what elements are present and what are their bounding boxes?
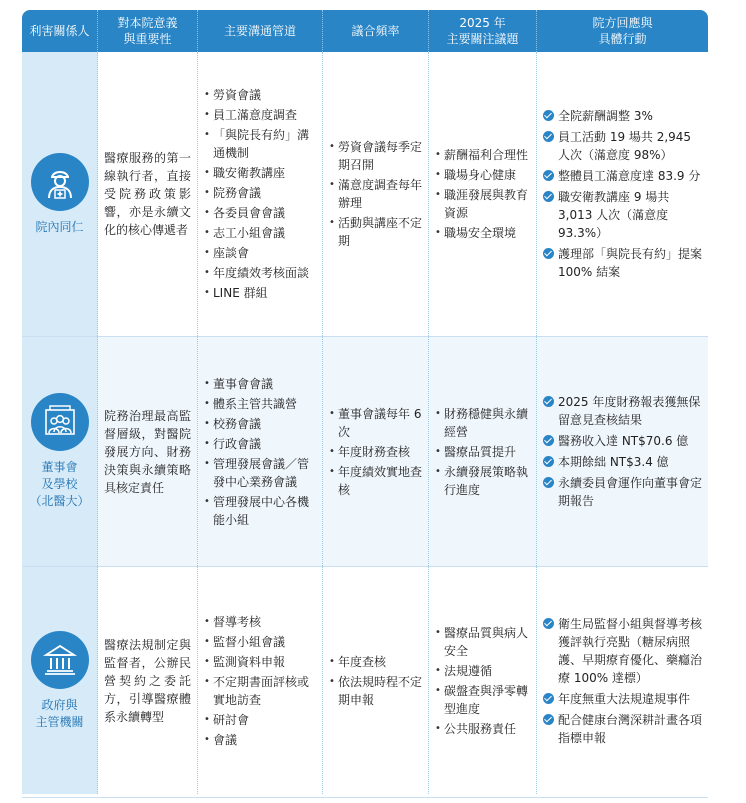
check-circle-icon — [543, 456, 554, 467]
list-item: • 年度財務查核 — [329, 443, 422, 461]
header-frequency: 議合頻率 — [323, 10, 429, 52]
list-item: • 滿意度調查每年辦理 — [329, 176, 422, 212]
check-circle-icon — [543, 248, 554, 259]
channels-cell — [198, 336, 323, 566]
stakeholder-name: 政府與 主管機關 — [35, 697, 84, 729]
list-item: • 勞資會議每季定期召開 — [329, 138, 422, 174]
channels-list — [204, 375, 316, 529]
channels-list — [204, 613, 316, 749]
list-item: 醫務收入達 NT$70.6 億 — [543, 432, 702, 450]
stakeholder-name: 院內同仁 — [35, 219, 84, 234]
list-item: • 醫療品質與病人安全 — [435, 624, 530, 660]
list-item: 衛生局監督小組與督導考核獲評執行亮點（糖尿病照護、早期療育優化、藥癮治療 100% 達標） — [543, 615, 702, 687]
check-circle-icon — [543, 131, 554, 142]
check-circle-icon — [543, 435, 554, 446]
check-circle-icon — [543, 477, 554, 488]
list-item: 全院薪酬調整 3% — [543, 107, 702, 125]
board-icon — [31, 393, 89, 451]
significance-cell — [98, 566, 198, 794]
list-item: • 行政會議 — [204, 435, 316, 453]
stakeholder-name: 董事會 及學校 （北醫大） — [29, 460, 90, 508]
list-item: • 公共服務責任 — [435, 720, 530, 738]
significance-text: 醫療法規制定與監督者，公辦民營契約之委託方，引導醫療體系永續轉型 — [104, 637, 191, 724]
list-item: 護理部「與院長有約」提案 100% 結案 — [543, 245, 702, 281]
list-item: • 不定期書面評核或實地訪查 — [204, 673, 316, 709]
table-row — [22, 566, 708, 794]
topics-cell — [429, 52, 537, 336]
stakeholder-table — [22, 10, 708, 794]
list-item: 永續委員會運作向董事會定期報告 — [543, 474, 702, 510]
check-circle-icon — [543, 191, 554, 202]
significance-cell — [98, 336, 198, 566]
check-circle-icon — [543, 110, 554, 121]
government-icon — [31, 631, 89, 689]
check-circle-icon — [543, 170, 554, 181]
topics-list — [435, 146, 530, 242]
table-row — [22, 52, 708, 336]
significance-text: 院務治理最高監督層級，對醫院發展方向、財務決策與永續策略具核定責任 — [104, 408, 191, 495]
list-item: • LINE 群組 — [204, 284, 316, 302]
frequency-cell — [323, 52, 429, 336]
list-item: 2025 年度財務報表獲無保留意見查核結果 — [543, 393, 702, 429]
list-item: • 年度查核 — [329, 653, 422, 671]
significance-text: 醫療服務的第一線執行者，直接受院務政策影響，亦是永續文化的核心傳遞者 — [104, 151, 191, 237]
channels-list — [204, 86, 316, 302]
list-item: • 管理發展會議／管發中心業務會議 — [204, 455, 316, 491]
list-item: • 「與院長有約」溝通機制 — [204, 126, 316, 162]
list-item: • 體系主管共識營 — [204, 395, 316, 413]
list-item: • 董事會會議 — [204, 375, 316, 393]
list-item: • 活動與講座不定期 — [329, 214, 422, 250]
table-row — [22, 336, 708, 566]
header-stakeholder: 利害關係人 — [22, 10, 98, 52]
frequency-cell — [323, 566, 429, 794]
actions-cell — [537, 566, 708, 794]
topics-list — [435, 624, 530, 738]
topics-cell — [429, 336, 537, 566]
list-item: • 管理發展中心各機能小組 — [204, 493, 316, 529]
list-item: • 職場身心健康 — [435, 166, 530, 184]
table-bottom-rule — [22, 797, 708, 798]
list-item: 年度無重大法規違規事件 — [543, 690, 702, 708]
list-item: • 年度績效實地查核 — [329, 463, 422, 499]
list-item: 本期餘絀 NT$3.4 億 — [543, 453, 702, 471]
list-item: 整體員工滿意度達 83.9 分 — [543, 167, 702, 185]
actions-cell — [537, 52, 708, 336]
list-item: • 監督小組會議 — [204, 633, 316, 651]
list-item: 配合健康台灣深耕計畫各項指標申報 — [543, 711, 702, 747]
frequency-list — [329, 653, 422, 709]
header-significance: 對本院意義 與重要性 — [98, 10, 198, 52]
list-item: • 會議 — [204, 731, 316, 749]
list-item: • 職場安全環境 — [435, 224, 530, 242]
list-item: • 永續發展策略執行進度 — [435, 463, 530, 499]
topics-list — [435, 405, 530, 499]
check-circle-icon — [543, 396, 554, 407]
list-item: • 年度績效考核面談 — [204, 264, 316, 282]
header-topics: 2025 年 主要關注議題 — [429, 10, 537, 52]
list-item: • 志工小組會議 — [204, 224, 316, 242]
list-item: • 醫療品質提升 — [435, 443, 530, 461]
frequency-list — [329, 138, 422, 250]
check-circle-icon — [543, 693, 554, 704]
check-circle-icon — [543, 618, 554, 629]
channels-cell — [198, 566, 323, 794]
stakeholder-table-wrapper — [22, 10, 708, 794]
stakeholder-cell — [22, 336, 98, 566]
list-item: • 董事會議每年 6 次 — [329, 405, 422, 441]
channels-cell — [198, 52, 323, 336]
list-item: • 碳盤查與淨零轉型進度 — [435, 682, 530, 718]
list-item: • 職安衛教講座 — [204, 164, 316, 182]
frequency-list — [329, 405, 422, 499]
list-item: • 依法規時程不定期申報 — [329, 673, 422, 709]
significance-cell — [98, 52, 198, 336]
list-item: • 各委員會會議 — [204, 204, 316, 222]
list-item: • 研討會 — [204, 711, 316, 729]
list-item: • 薪酬福利合理性 — [435, 146, 530, 164]
list-item: • 法規遵循 — [435, 662, 530, 680]
list-item: • 職涯發展與教育資源 — [435, 186, 530, 222]
list-item: 職安衛教講座 9 場共 3,013 人次（滿意度 93.3%） — [543, 188, 702, 242]
list-item: • 座談會 — [204, 244, 316, 262]
list-item: • 監測資料申報 — [204, 653, 316, 671]
list-item: 員工活動 19 場共 2,945 人次（滿意度 98%） — [543, 128, 702, 164]
stakeholder-cell — [22, 52, 98, 336]
topics-cell — [429, 566, 537, 794]
list-item: • 校務會議 — [204, 415, 316, 433]
list-item: • 員工滿意度調查 — [204, 106, 316, 124]
actions-cell — [537, 336, 708, 566]
list-item: • 勞資會議 — [204, 86, 316, 104]
list-item: • 財務穩健與永續經營 — [435, 405, 530, 441]
table-header-row — [22, 10, 708, 52]
header-actions: 院方回應與 具體行動 — [537, 10, 708, 52]
check-circle-icon — [543, 714, 554, 725]
frequency-cell — [323, 336, 429, 566]
actions-list — [543, 393, 702, 510]
list-item: • 院務會議 — [204, 184, 316, 202]
list-item: • 督導考核 — [204, 613, 316, 631]
actions-list — [543, 107, 702, 281]
actions-list — [543, 615, 702, 747]
staff-icon — [31, 153, 89, 211]
stakeholder-cell — [22, 566, 98, 794]
header-channels: 主要溝通管道 — [198, 10, 323, 52]
